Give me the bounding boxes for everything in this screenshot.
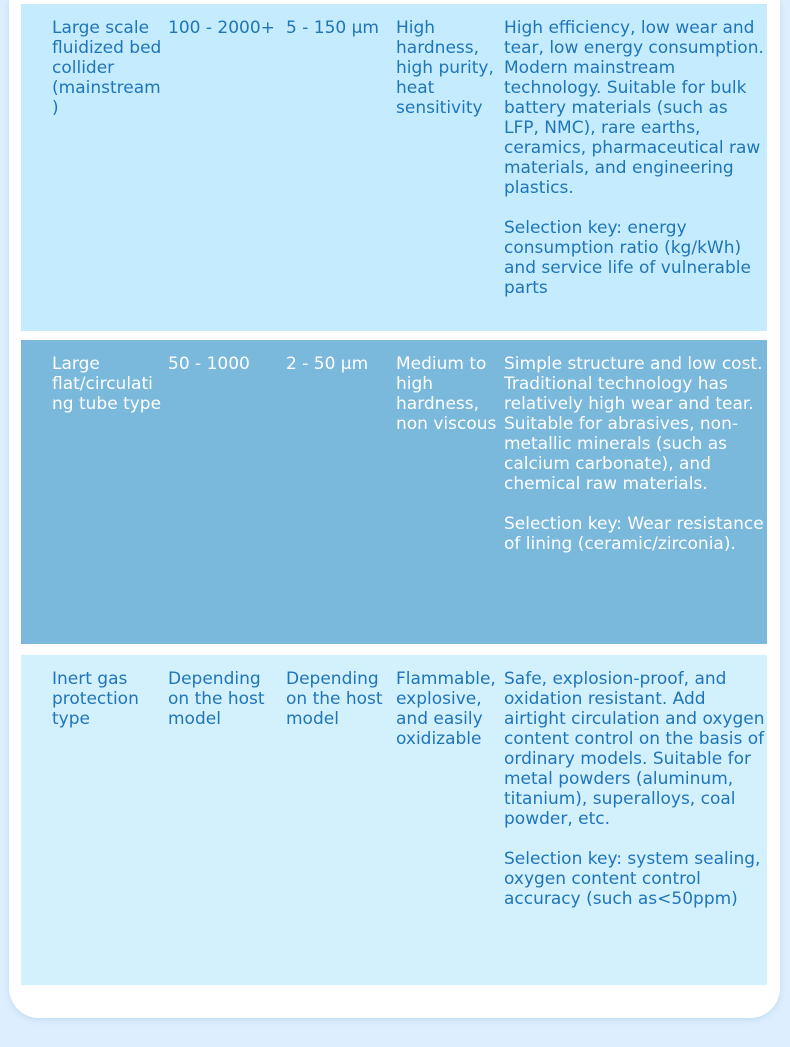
table-row [21, 340, 767, 644]
selection-key-text: Selection key: energy consumption ratio (kg/kWh) and service life of vulnerable parts [504, 218, 751, 298]
fineness-cell: 2 - 50 μm [286, 354, 369, 374]
table-row [21, 4, 767, 331]
fineness-cell: Depending on the host model [286, 669, 383, 729]
description-cell [504, 18, 766, 298]
fineness-cell: 5 - 150 μm [286, 18, 379, 38]
equipment-type-cell: Large flat/circulating tube type [52, 354, 162, 414]
selection-key-text: Selection key: system sealing, oxygen content control accuracy (such as<50ppm) [504, 849, 761, 909]
material-cell: Medium to high hardness, non viscous [396, 354, 497, 434]
capacity-cell: 50 - 1000 [168, 354, 250, 374]
description-text: Safe, explosion-proof, and oxidation resistant. Add airtight circulation and oxygen content control on the basis of ordinary models. Suitable for metal powders (aluminum, titanium), superalloys, coal powder, etc. [504, 669, 765, 829]
table-row [21, 655, 767, 985]
description-cell [504, 669, 766, 909]
selection-key-text: Selection key: Wear resistance of lining (ceramic/zirconia). [504, 514, 764, 554]
equipment-type-cell: Inert gas protection type [52, 669, 139, 729]
description-cell [504, 354, 766, 554]
equipment-type-cell: Large scale fluidized bed collider (mainstream) [52, 18, 162, 118]
description-text: High efficiency, low wear and tear, low energy consumption. Modern mainstream technology. Suitable for bulk battery materials (such as LFP, NMC), rare earths, ceramics, pharmaceutical raw materials, and engineering plastics. [504, 18, 764, 198]
description-text: Simple structure and low cost. Traditional technology has relatively high wear and tear. Suitable for abrasives, non-metallic minerals (such as calcium carbonate), and chemical raw materials. [504, 354, 763, 494]
material-cell: Flammable, explosive, and easily oxidizable [396, 669, 496, 749]
capacity-cell: 100 - 2000+ [168, 18, 275, 38]
material-cell: High hardness, high purity, heat sensitivity [396, 18, 494, 118]
capacity-cell: Depending on the host model [168, 669, 265, 729]
